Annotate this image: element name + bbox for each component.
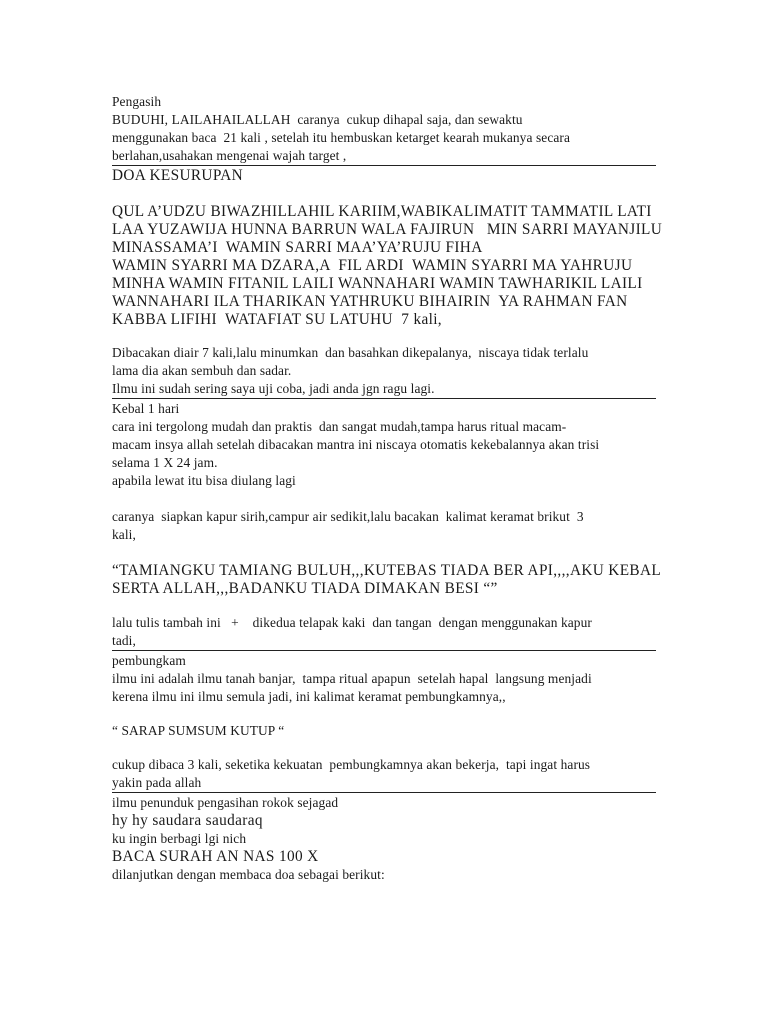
section-heading: Kebal 1 hari [112, 401, 180, 416]
section-divider [112, 165, 656, 166]
text-line: SERTA ALLAH,,,BADANKU TIADA DIMAKAN BESI “” [112, 580, 498, 597]
blank-line [112, 329, 656, 344]
blank-line [112, 185, 656, 203]
text-line: macam insya allah setelah dibacakan mantra ini niscaya otomatis kekebalannya akan trisi [112, 437, 600, 452]
section-divider [112, 792, 656, 793]
text-line: lama dia akan sembuh dan sadar. [112, 363, 292, 378]
section-pembungkam [112, 652, 656, 792]
section-heading: Pengasih [112, 94, 162, 109]
text-line: dilanjutkan dengan membaca doa sebagai berikut: [112, 867, 385, 882]
text-line: ku ingin berbagi lgi nich [112, 831, 247, 846]
text-line: lalu tulis tambah ini + dikedua telapak kaki dan tangan dengan menggunakan kapur [112, 615, 592, 630]
text-line: menggunakan baca 21 kali , setelah itu hembuskan ketarget kearah mukanya secara [112, 130, 571, 145]
text-line: LAA YUZAWIJA HUNNA BARRUN WALA FAJIRUN MIN SARRI MAYANJILU [112, 221, 663, 238]
text-line: apabila lewat itu bisa diulang lagi [112, 473, 296, 488]
blank-line [112, 544, 656, 562]
text-line: caranya siapkan kapur sirih,campur air sedikit,lalu bacakan kalimat keramat brikut 3 [112, 509, 584, 524]
text-line: WAMIN SYARRI MA DZARA,A FIL ARDI WAMIN SYARRI MA YAHRUJU [112, 257, 633, 274]
section-kebal [112, 400, 662, 650]
text-line: Dibacakan diair 7 kali,lalu minumkan dan basahkan dikepalanya, niscaya tidak terlalu [112, 345, 589, 360]
text-line: BUDUHI, LAILAHAILALLAH caranya cukup dihapal saja, dan sewaktu [112, 112, 523, 127]
text-line: Ilmu ini sudah sering saya uji coba, jadi anda jgn ragu lagi. [112, 381, 435, 396]
text-line: yakin pada allah [112, 775, 202, 790]
blank-line [112, 490, 656, 508]
blank-line [112, 706, 656, 722]
text-line: MINHA WAMIN FITANIL LAILI WANNAHARI WAMIN TAWHARIKIL LAILI [112, 275, 643, 292]
text-line: hy hy saudara saudaraq [112, 812, 263, 829]
section-doa-kesurupan [112, 167, 663, 398]
text-line: WANNAHARI ILA THARIKAN YATHRUKU BIHAIRIN YA RAHMAN FAN [112, 293, 628, 310]
text-line: tadi, [112, 633, 136, 648]
text-line: berlahan,usahakan mengenai wajah target , [112, 148, 347, 163]
text-line: kerena ilmu ini ilmu semula jadi, ini kalimat keramat pembungkamnya,, [112, 689, 506, 704]
section-divider [112, 398, 656, 399]
section-heading: DOA KESURUPAN [112, 167, 244, 184]
text-line: QUL A’UDZU BIWAZHILLAHIL KARIIM,WABIKALIMATIT TAMMATIL LATI [112, 203, 652, 220]
text-line: cukup dibaca 3 kali, seketika kekuatan pembungkamnya akan bekerja, tapi ingat harus [112, 757, 591, 772]
section-divider [112, 650, 656, 651]
text-line: MINASSAMA’I WAMIN SARRI MAA’YA’RUJU FIHA [112, 239, 483, 256]
section-penunduk [112, 794, 656, 884]
text-line: “TAMIANGKU TAMIANG BULUH,,,KUTEBAS TIADA BER API,,,,AKU KEBAL [112, 562, 662, 579]
text-line: cara ini tergolong mudah dan praktis dan sangat mudah,tampa harus ritual macam- [112, 419, 567, 434]
text-line: KABBA LIFIHI WATAFIAT SU LATUHU 7 kali, [112, 311, 442, 328]
document-page [112, 93, 663, 884]
text-line: “ SARAP SUMSUM KUTUP “ [112, 723, 285, 738]
blank-line [112, 740, 656, 756]
text-line: selama 1 X 24 jam. [112, 455, 218, 470]
blank-line [112, 598, 656, 614]
text-line: ilmu ini adalah ilmu tanah banjar, tampa ritual apapun setelah hapal langsung menjadi [112, 671, 592, 686]
text-line: BACA SURAH AN NAS 100 X [112, 848, 319, 865]
section-pengasih [112, 93, 656, 165]
section-heading: pembungkam [112, 653, 186, 668]
section-heading: ilmu penunduk pengasihan rokok sejagad [112, 795, 339, 810]
text-line: kali, [112, 527, 136, 542]
